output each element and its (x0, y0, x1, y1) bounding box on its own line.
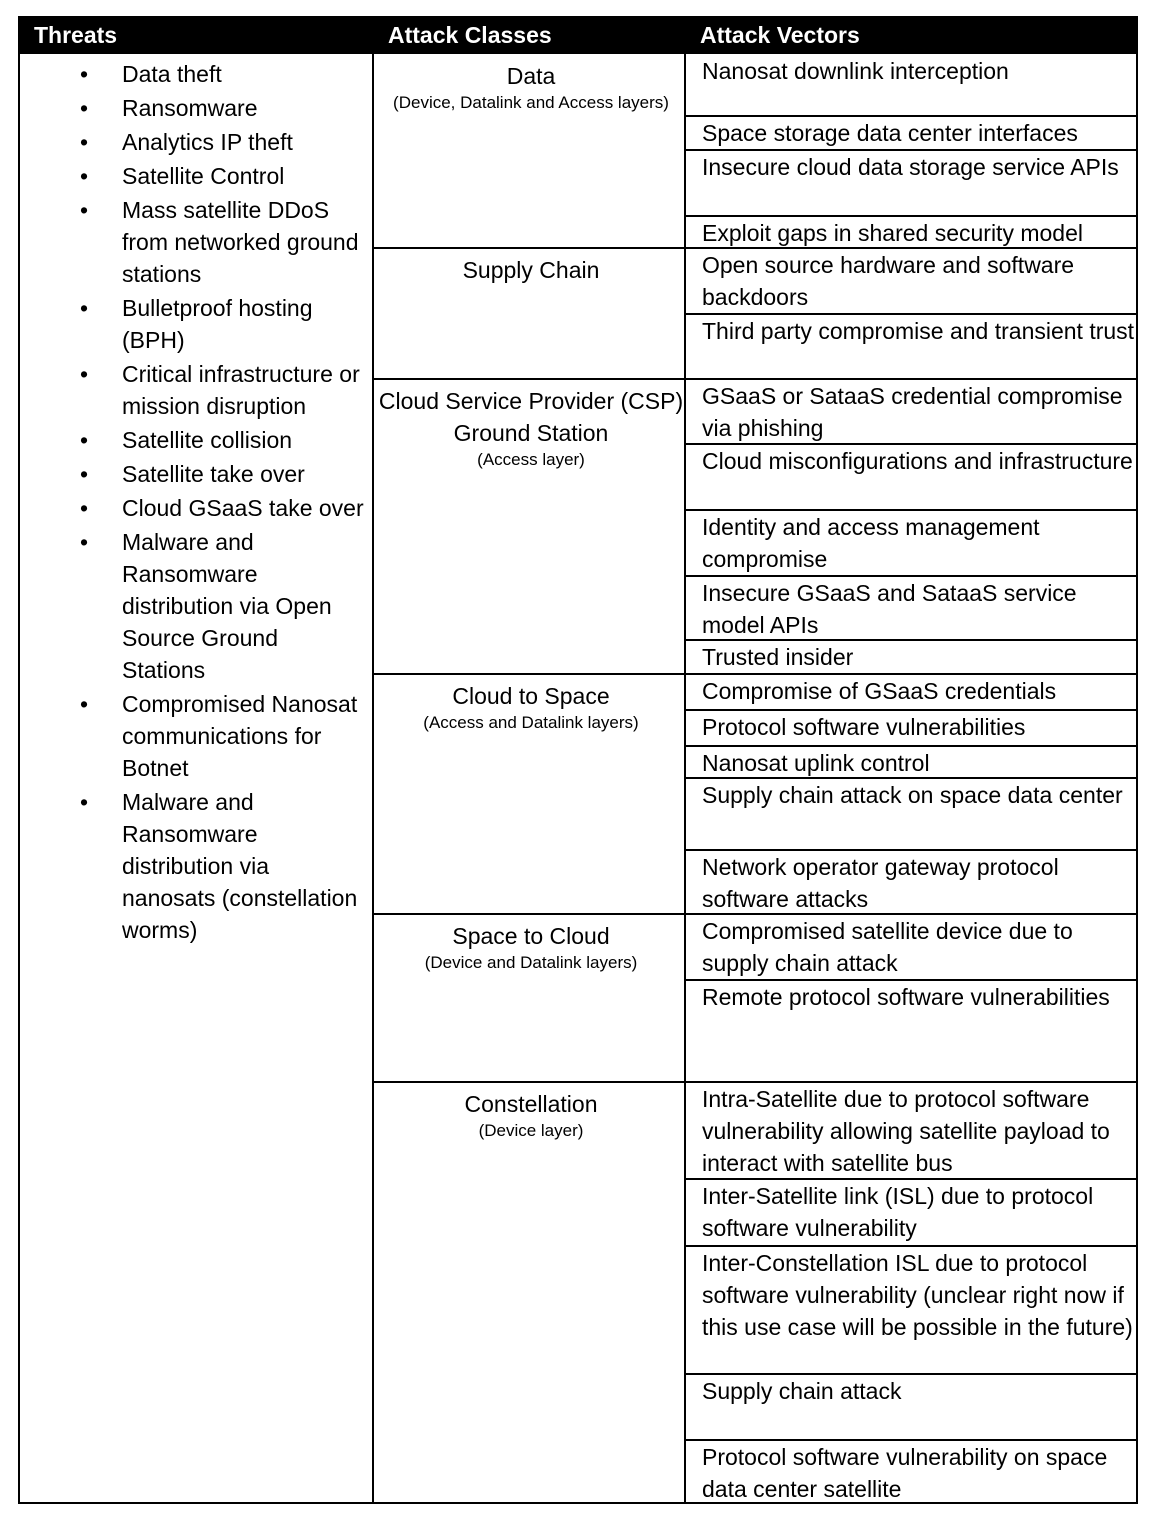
attack-vector-cell: Intra-Satellite due to protocol software vulnerability allowing satellite payload to interact with satellite bus (702, 1086, 1110, 1176)
threat-text: Analytics IP theft (122, 129, 293, 155)
threat-item (20, 786, 372, 946)
row-divider (372, 913, 686, 915)
threat-item (20, 194, 372, 290)
bullet-icon: • (80, 427, 89, 453)
bullet-icon: • (80, 95, 89, 121)
attack-class-layers: (Device, Datalink and Access layers) (393, 93, 669, 112)
attack-vector-cell: Nanosat uplink control (702, 750, 930, 776)
threat-text: Compromised Nanosat communications for Botnet (122, 691, 358, 781)
threat-item (20, 92, 372, 124)
threat-text: Satellite collision (122, 427, 293, 453)
column-divider (372, 54, 374, 1502)
threat-table (18, 16, 1138, 1504)
threat-item (20, 458, 372, 490)
attack-vector-cell: Identity and access management compromise (702, 514, 1040, 572)
attack-class-layers: (Access layer) (477, 450, 585, 469)
threat-text: Data theft (122, 61, 222, 87)
threat-item (20, 126, 372, 158)
threat-item (20, 424, 372, 456)
attack-class-cell (376, 920, 686, 974)
threat-item (20, 492, 372, 524)
attack-vector-cell: Insecure GSaaS and SataaS service model APIs (702, 580, 1077, 638)
threat-item (20, 358, 372, 422)
attack-class-layers: (Device and Datalink layers) (424, 953, 638, 972)
attack-class-name: Supply Chain (462, 257, 600, 283)
attack-vector-cell: Cloud misconfigurations and infrastructure (702, 448, 1133, 474)
threat-text: Satellite Control (122, 163, 285, 189)
bullet-icon: • (80, 295, 89, 321)
attack-vector-cell: Supply chain attack (702, 1378, 902, 1404)
threat-item (20, 292, 372, 356)
bullet-icon: • (80, 129, 89, 155)
header-threats: Threats (34, 22, 118, 48)
attack-vector-cell: Third party compromise and transient trust (702, 318, 1135, 344)
threat-item (20, 688, 372, 784)
bullet-icon: • (80, 529, 89, 555)
threat-text: Bulletproof hosting (BPH) (122, 295, 313, 353)
row-divider (372, 1081, 686, 1083)
attack-class-cell (376, 60, 686, 114)
attack-vector-cell: GSaaS or SataaS credential compromise via phishing (702, 383, 1123, 441)
row-divider (372, 378, 686, 380)
attack-class-name: Cloud Service Provider (CSP) Ground Station (378, 388, 684, 446)
bullet-icon: • (80, 495, 89, 521)
bullet-icon: • (80, 691, 89, 717)
attack-vector-cell: Exploit gaps in shared security model (702, 220, 1083, 246)
attack-class-cell (376, 254, 686, 286)
bullet-icon: • (80, 61, 89, 87)
threat-item (20, 160, 372, 192)
threat-item (20, 526, 372, 686)
threat-text: Mass satellite DDoS from networked ground stations (122, 197, 359, 287)
threat-text: Malware and Ransomware distribution via nanosats (constellation worms) (122, 789, 358, 943)
bullet-icon: • (80, 197, 89, 223)
attack-vector-cell: Inter-Satellite link (ISL) due to protocol software vulnerability (702, 1183, 1094, 1241)
attack-vector-cell: Compromise of GSaaS credentials (702, 678, 1057, 704)
attack-vector-cell: Trusted insider (702, 644, 854, 670)
attack-vector-cell: Open source hardware and software backdoors (702, 252, 1075, 310)
table-header-row (20, 18, 1136, 54)
attack-vector-cell: Inter-Constellation ISL due to protocol software vulnerability (unclear right now if this use case will be possible in the future) (702, 1250, 1133, 1340)
attack-vector-cell: Insecure cloud data storage service APIs (702, 154, 1119, 180)
threat-text: Cloud GSaaS take over (122, 495, 364, 521)
threat-text: Malware and Ransomware distribution via Open Source Ground Stations (122, 529, 332, 683)
attack-class-layers: (Access and Datalink layers) (423, 713, 639, 732)
attack-class-cell (376, 680, 686, 734)
attack-vector-cell: Protocol software vulnerabilities (702, 714, 1026, 740)
attack-class-name: Data (506, 63, 556, 89)
header-attack-vectors: Attack Vectors (700, 22, 860, 48)
attack-vector-cell: Compromised satellite device due to supply chain attack (702, 918, 1073, 976)
row-divider (372, 247, 686, 249)
attack-class-layers: (Device layer) (478, 1121, 584, 1140)
header-attack-classes: Attack Classes (388, 22, 552, 48)
threat-text: Ransomware (122, 95, 258, 121)
threat-item (20, 58, 372, 90)
attack-vector-cell: Nanosat downlink interception (702, 58, 1009, 84)
attack-class-name: Space to Cloud (452, 923, 610, 949)
threats-list (20, 58, 372, 948)
bullet-icon: • (80, 361, 89, 387)
attack-vector-cell: Remote protocol software vulnerabilities (702, 984, 1110, 1010)
attack-vector-cell: Space storage data center interfaces (702, 120, 1078, 146)
bullet-icon: • (80, 163, 89, 189)
attack-class-cell (376, 385, 686, 471)
attack-class-name: Constellation (464, 1091, 598, 1117)
attack-class-name: Cloud to Space (452, 683, 610, 709)
row-divider (372, 673, 686, 675)
attack-vector-cell: Supply chain attack on space data center (702, 782, 1123, 808)
bullet-icon: • (80, 461, 89, 487)
threat-text: Satellite take over (122, 461, 305, 487)
attack-vector-cell: Protocol software vulnerability on space data center satellite (702, 1444, 1108, 1502)
attack-class-cell (376, 1088, 686, 1142)
threat-text: Critical infrastructure or mission disruption (122, 361, 360, 419)
bullet-icon: • (80, 789, 89, 815)
attack-vector-cell: Network operator gateway protocol software attacks (702, 854, 1059, 912)
